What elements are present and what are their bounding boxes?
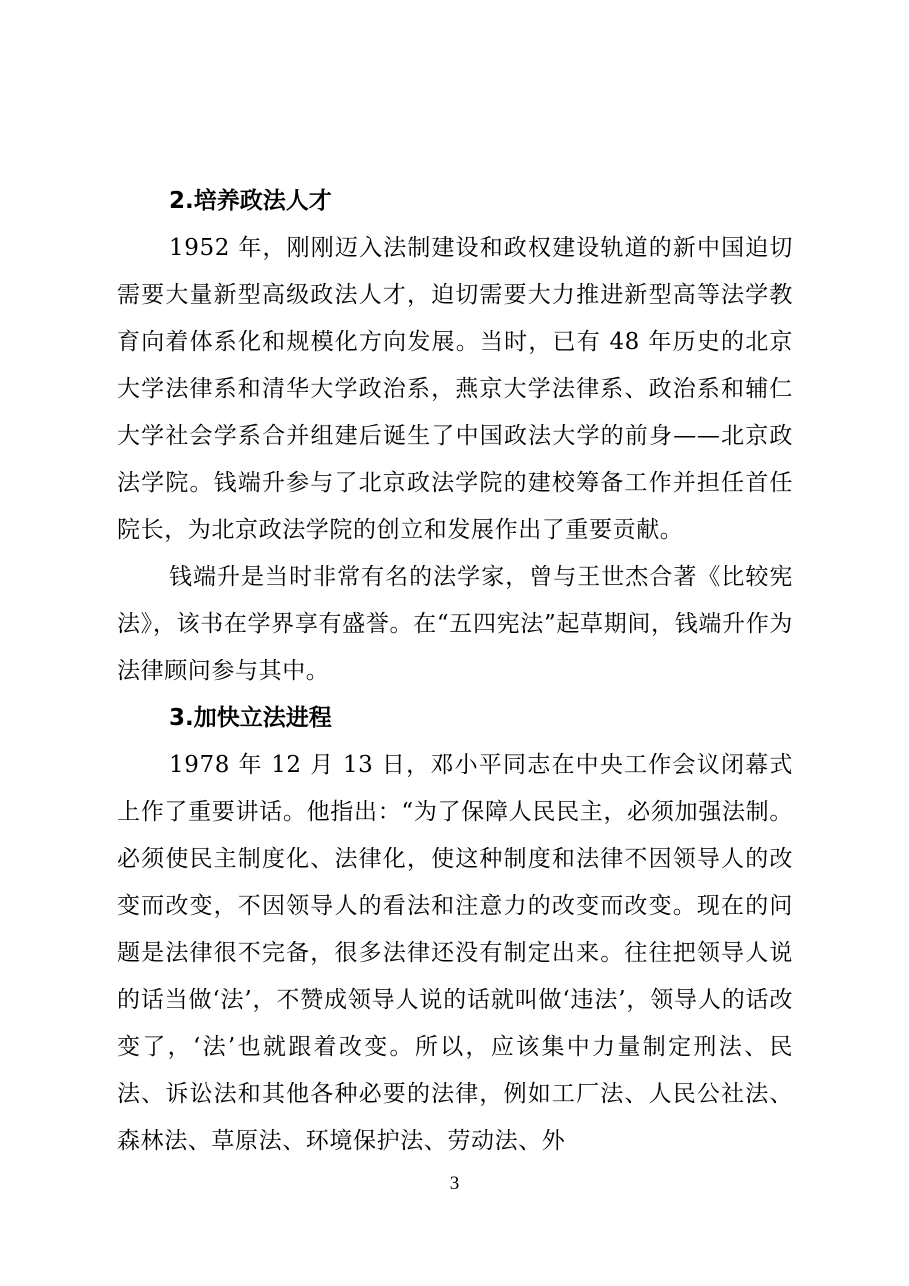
section-heading-legislation: 3.加快立法进程 <box>169 705 332 731</box>
section-heading-cultivate-talent: 2.培养政法人才 <box>169 188 332 214</box>
page-number: 3 <box>449 1173 460 1194</box>
paragraph-beijing-institute: 1952 年，刚刚迈入法制建设和政权建设轨道的新中国迫切需要大量新型高级政法人才，迫切需要大力推进新型高等法学教育向着体系化和规模化方向发展。当时，已有 48 年历史的北京大学法律系和清华大学政治系，燕京大学法律系、政治系和辅仁大学社会学系合并组建后诞生了中国政法大学的前身——北京政法学院。钱端升参与了北京政法学院的建校筹备工作并担任首任院长，为北京政法学院的创立和发展作出了重要贡献。 <box>117 235 793 543</box>
page-body <box>117 178 793 1165</box>
paragraph-qian-duansheng: 钱端升是当时非常有名的法学家，曾与王世杰合著《比较宪法》，该书在学界享有盛誉。在“五四宪法”起草期间，钱端升作为法律顾问参与其中。 <box>117 564 793 684</box>
paragraph-deng-speech: 1978 年 12 月 13 日，邓小平同志在中央工作会议闭幕式上作了重要讲话。他指出：“为了保障人民民主，必须加强法制。必须使民主制度化、法律化，使这种制度和法律不因领导人的改变而改变，不因领导人的看法和注意力的改变而改变。现在的问题是法律很不完备，很多法律还没有制定出来。往往把领导人说的话当做‘法’，不赞成领导人说的话就叫做‘违法’，领导人的话改变了，‘法’也就跟着改变。所以，应该集中力量制定刑法、民法、诉讼法和其他各种必要的法律，例如工厂法、人民公社法、森林法、草原法、环境保护法、劳动法、外 <box>117 752 793 1154</box>
